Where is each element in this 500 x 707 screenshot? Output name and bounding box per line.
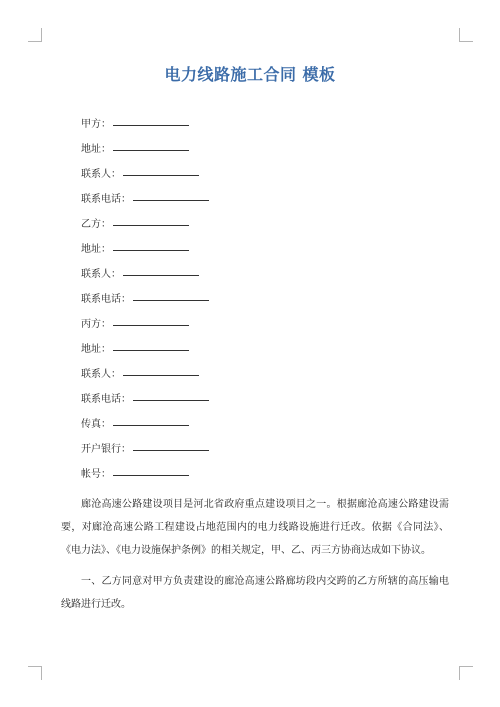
field-label: 帐号： <box>81 469 111 480</box>
crop-mark-bottom-right <box>459 666 473 680</box>
field-label: 开户银行： <box>81 444 131 455</box>
blank-line[interactable] <box>113 413 189 426</box>
field-label: 联系人： <box>81 269 121 280</box>
document-title: 电力线路施工合同 模板 <box>164 65 336 84</box>
field-phone-c <box>81 387 209 412</box>
paragraph-preamble: 廊沧高速公路建设项目是河北省政府重点建设项目之一。根据廊沧高速公路建设需要，对廊沧高速公路工程建设占地范围内的电力线路设施进行迁改。依据《合同法》、《电力法》、《电力设施保护条例》的相关规定，甲、乙、丙三方协商达成如下协议。 <box>61 499 449 556</box>
field-contact-b <box>81 262 209 287</box>
blank-line[interactable] <box>113 213 189 226</box>
blank-line[interactable] <box>123 263 199 276</box>
field-address-b <box>81 237 209 262</box>
crop-mark-top-left <box>28 28 42 42</box>
field-fax <box>81 412 209 437</box>
field-contact-a <box>81 162 209 187</box>
blank-line[interactable] <box>113 113 189 126</box>
field-account <box>81 462 209 487</box>
blank-line[interactable] <box>113 338 189 351</box>
field-label: 乙方： <box>81 219 111 230</box>
field-label: 联系电话： <box>81 294 131 305</box>
crop-mark-top-right <box>459 28 473 42</box>
field-address-a <box>81 137 209 162</box>
field-address-c <box>81 337 209 362</box>
blank-line[interactable] <box>133 388 209 401</box>
contract-body <box>61 493 449 616</box>
field-label: 地址： <box>81 344 111 355</box>
field-label: 地址： <box>81 144 111 155</box>
field-label: 地址： <box>81 244 111 255</box>
blank-line[interactable] <box>133 188 209 201</box>
blank-line[interactable] <box>133 438 209 451</box>
blank-line[interactable] <box>113 313 189 326</box>
field-label: 联系人： <box>81 369 121 380</box>
field-party-a <box>81 112 209 137</box>
field-contact-c <box>81 362 209 387</box>
blank-line[interactable] <box>113 138 189 151</box>
blank-line[interactable] <box>123 363 199 376</box>
field-party-b <box>81 212 209 237</box>
field-label: 甲方： <box>81 119 111 130</box>
field-label: 联系电话： <box>81 394 131 405</box>
field-phone-b <box>81 287 209 312</box>
field-bank <box>81 437 209 462</box>
blank-line[interactable] <box>133 288 209 301</box>
paragraph-clause-1: 一、乙方同意对甲方负责建设的廊沧高速公路廊坊段内交跨的乙方所辖的高压输电线路进行迁改。 <box>61 576 449 610</box>
field-label: 联系电话： <box>81 194 131 205</box>
blank-line[interactable] <box>113 463 189 476</box>
field-label: 丙方： <box>81 319 111 330</box>
field-phone-a <box>81 187 209 212</box>
crop-mark-bottom-left <box>28 666 42 680</box>
blank-line[interactable] <box>123 163 199 176</box>
field-label: 传真： <box>81 419 111 430</box>
field-party-c <box>81 312 209 337</box>
field-label: 联系人： <box>81 169 121 180</box>
blank-line[interactable] <box>113 238 189 251</box>
party-info-fields <box>81 112 209 487</box>
